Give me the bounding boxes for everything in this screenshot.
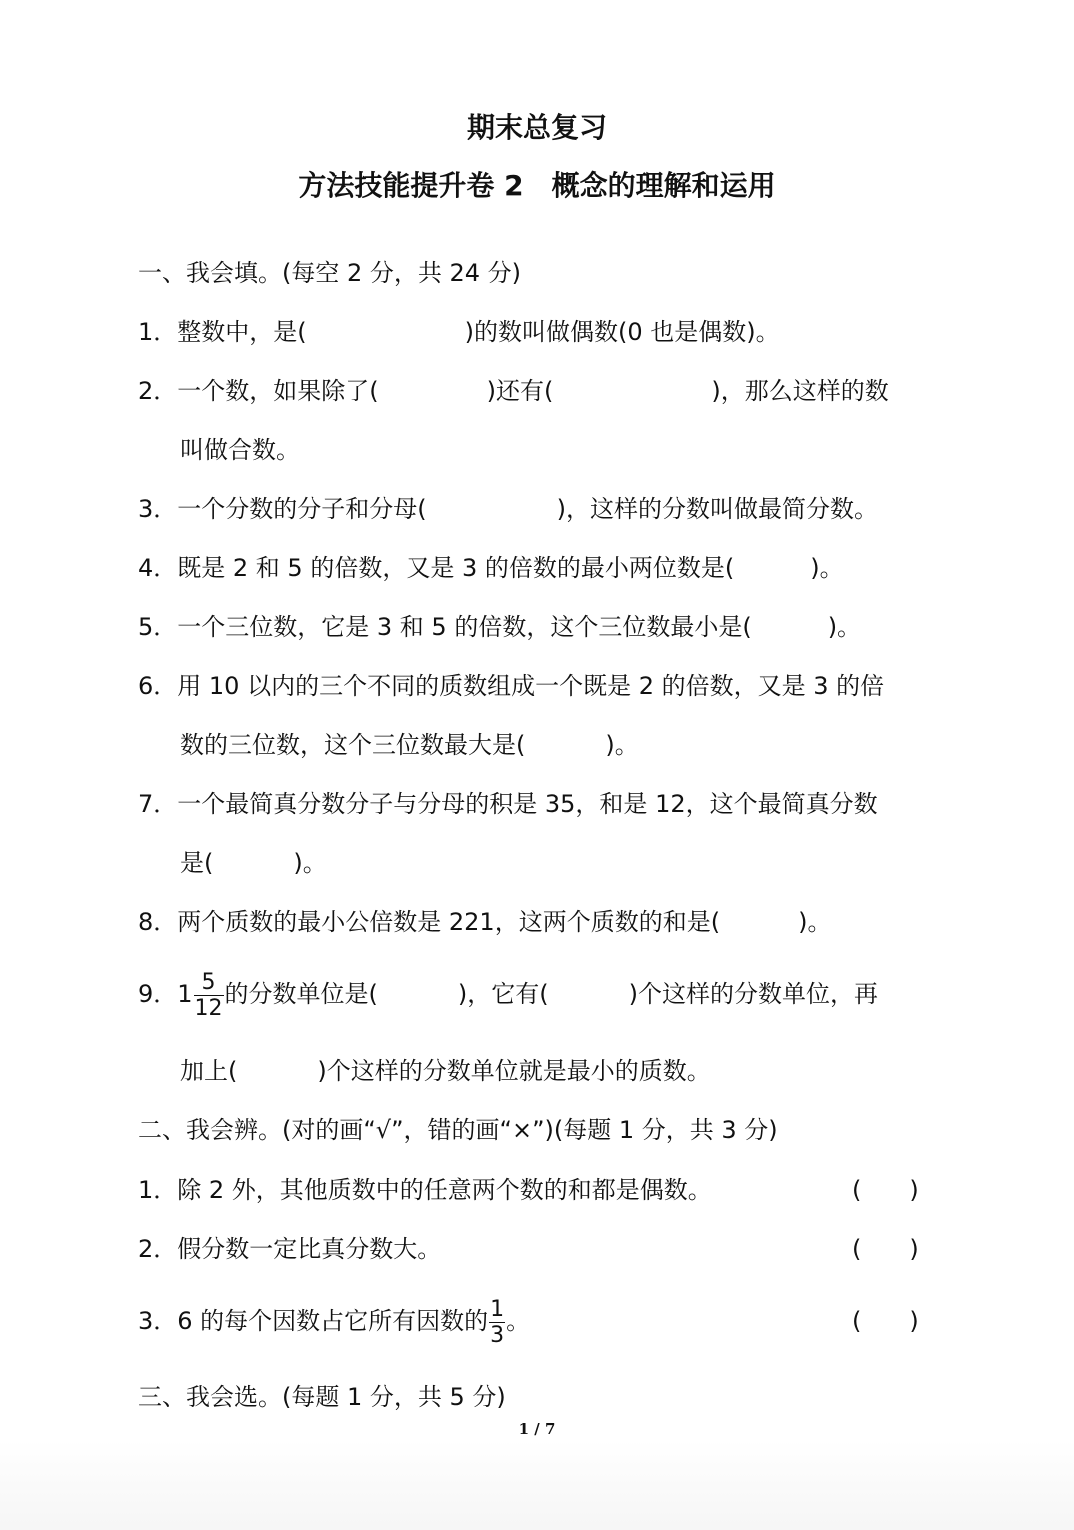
q1-2-text-a: 2．一个数，如果除了(: [138, 377, 379, 405]
question-1-4: [138, 551, 844, 585]
q1-6-text-c: )。: [605, 731, 639, 759]
question-1-3: [138, 492, 878, 526]
q1-9-prefix: 9．1: [138, 980, 193, 1008]
q2-3-text-b: 。: [506, 1307, 531, 1335]
question-1-8: [138, 905, 831, 939]
q1-6-text-b: 数的三位数，这个三位数最大是(: [180, 731, 526, 759]
fraction-denominator: 12: [194, 995, 223, 1021]
question-2-2: 2．假分数一定比真分数大。: [138, 1235, 442, 1263]
page-bottom-shadow: [0, 1440, 1074, 1530]
section2-heading: 二、我会辨。(对的画“√”，错的画“×”)(每题 1 分，共 3 分): [138, 1116, 778, 1144]
q1-8-text-a: 8．两个质数的最小公倍数是 221，这两个质数的和是(: [138, 908, 721, 936]
q1-9-text-c: )个这样的分数单位，再: [628, 980, 879, 1008]
q1-5-text-a: 5．一个三位数，它是 3 和 5 的倍数，这个三位数最小是(: [138, 613, 752, 641]
fraction-1-3: [489, 1297, 505, 1348]
fraction-numerator: 5: [201, 969, 216, 995]
q1-8-text-b: )。: [798, 908, 832, 936]
question-1-1: [138, 315, 780, 349]
question-1-6: 6．用 10 以内的三个不同的质数组成一个既是 2 的倍数，又是 3 的倍: [138, 672, 885, 700]
question-1-7: 7．一个最简真分数分子与分母的积是 35，和是 12，这个最简真分数: [138, 790, 878, 818]
q1-5-text-b: )。: [827, 613, 862, 641]
question-1-5: [138, 610, 861, 644]
q1-1-text-a: 1．整数中，是(: [138, 318, 307, 346]
fraction-numerator: 1: [490, 1296, 505, 1322]
page-title: 期末总复习: [466, 111, 607, 144]
answer-paren[interactable]: ( ): [852, 1307, 919, 1335]
question-2-1: 1．除 2 外，其他质数中的任意两个数的和都是偶数。: [138, 1176, 712, 1204]
q1-4-text-a: 4．既是 2 和 5 的倍数，又是 3 的倍数的最小两位数是(: [138, 554, 735, 582]
q2-3-text-a: 3．6 的每个因数占它所有因数的: [138, 1307, 489, 1335]
section1-heading: 一、我会填。(每空 2 分，共 24 分): [138, 259, 522, 287]
answer-paren[interactable]: ( ): [852, 1176, 919, 1204]
q1-3-text-a: 3．一个分数的分子和分母(: [138, 495, 427, 523]
question-1-2-cont: 叫做合数。: [180, 436, 300, 464]
question-1-9-cont: [180, 1054, 711, 1088]
question-1-6-cont: [180, 728, 639, 762]
q1-2-text-c: )，那么这样的数: [711, 377, 889, 405]
q1-4-text-b: )。: [810, 554, 844, 582]
q1-2-text-b: )还有(: [486, 377, 554, 405]
q1-3-text-b: )，这样的分数叫做最简分数。: [556, 495, 879, 523]
fraction-mixed-1-5-12: [194, 970, 224, 1021]
q1-9-text-b: )，它有(: [457, 980, 549, 1008]
section3-heading: 三、我会选。(每题 1 分，共 5 分): [138, 1383, 506, 1411]
page-subtitle: 方法技能提升卷 2 概念的理解和运用: [298, 169, 776, 202]
answer-paren[interactable]: ( ): [852, 1235, 919, 1263]
question-1-2: [138, 374, 889, 408]
q1-7-text-b: 是(: [180, 849, 214, 877]
page-number: 1 / 7: [518, 1420, 556, 1438]
question-1-9: [138, 961, 878, 1027]
q1-7-text-c: )。: [293, 849, 327, 877]
q1-9-text-d: 加上(: [180, 1057, 238, 1085]
question-1-7-cont: [180, 846, 327, 880]
fraction-denominator: 3: [490, 1322, 505, 1348]
q1-1-text-b: )的数叫做偶数(0 也是偶数)。: [464, 318, 780, 346]
question-2-3: [138, 1288, 530, 1354]
q1-9-text-a: 的分数单位是(: [224, 980, 378, 1008]
q1-9-text-e: )个这样的分数单位就是最小的质数。: [317, 1057, 711, 1085]
